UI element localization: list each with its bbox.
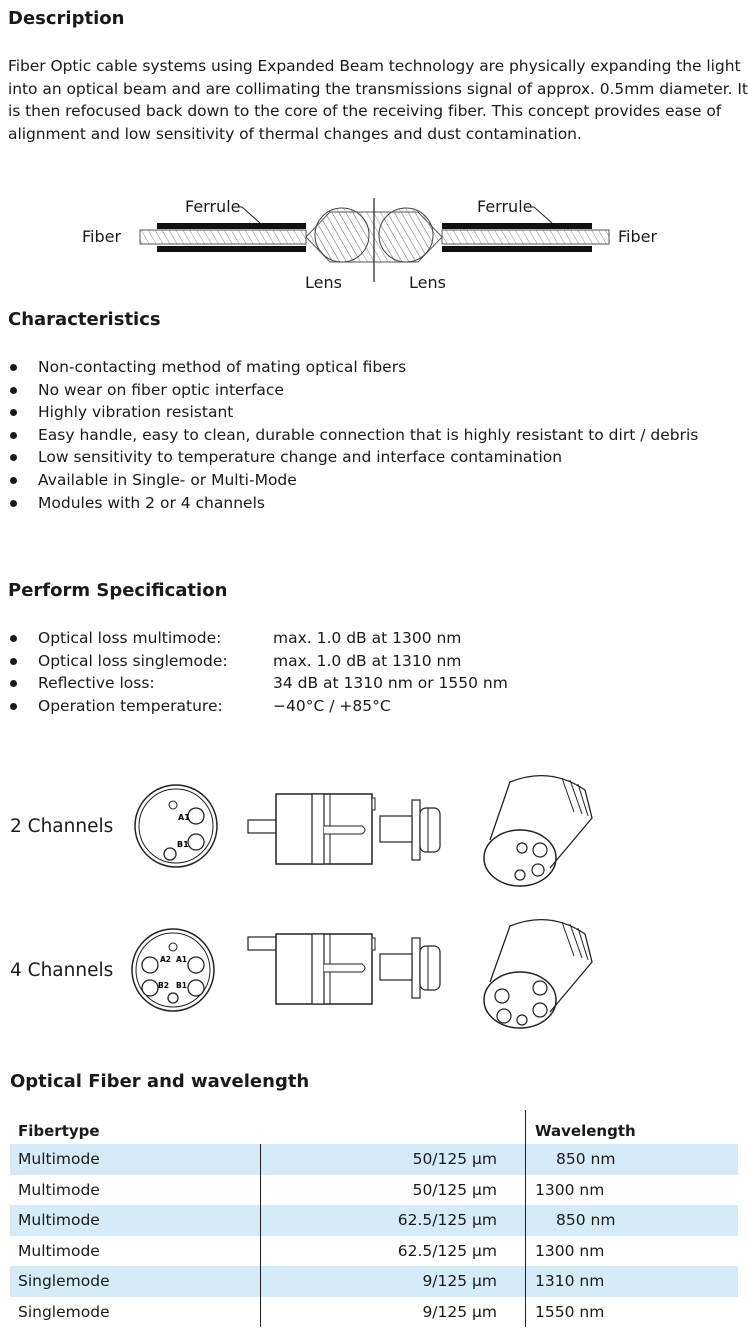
fiber-left-label: Fiber — [82, 227, 122, 246]
list-item: Low sensitivity to temperature change and interface contamination — [8, 446, 698, 469]
list-item: Available in Single- or Multi-Mode — [8, 469, 698, 492]
pin-a1-label: A1 — [178, 813, 190, 822]
pin-a2-label: A2 — [160, 955, 172, 964]
fiber-table-heading: Optical Fiber and wavelength — [10, 1071, 310, 1092]
four-channel-connector-drawings — [130, 912, 610, 1037]
ferrule-left-label: Ferrule — [185, 197, 241, 216]
spec-item: Reflective loss: 34 dB at 1310 nm or 1550 nm — [8, 672, 508, 695]
description-heading: Description — [8, 8, 125, 29]
characteristics-heading: Characteristics — [8, 309, 161, 330]
description-text: Fiber Optic cable systems using Expanded Beam technology are physically expanding the light into an optical beam and are collimating the transmissions signal of approx. 0.5mm diameter. It is then refocused back down to the core of the receiving fiber. This concept provides ease of alignment and low sensitivity of thermal changes and dust contamination. — [8, 57, 748, 143]
pin-a1-label: A1 — [176, 955, 188, 964]
list-item: Non-contacting method of mating optical fibers — [8, 356, 698, 379]
table-row: Singlemode 9/125 µm 1550 nm — [10, 1297, 738, 1328]
characteristics-list — [8, 356, 698, 514]
fiber-wavelength-table — [10, 1110, 738, 1327]
list-item: Highly vibration resistant — [8, 401, 698, 424]
specification-list — [8, 627, 508, 717]
two-channel-drawings — [130, 768, 610, 893]
four-channel-drawings — [130, 912, 610, 1037]
table-row: Singlemode 9/125 µm 1310 nm — [10, 1266, 738, 1297]
expanded-beam-diagram — [0, 190, 748, 300]
fibertype-header: Fibertype — [18, 1122, 100, 1140]
two-channel-connector-drawings — [130, 768, 610, 893]
spec-item: Optical loss multimode: max. 1.0 dB at 1300 nm — [8, 627, 508, 650]
spec-item: Optical loss singlemode: max. 1.0 dB at 1310 nm — [8, 650, 508, 673]
lens-left-label: Lens — [305, 273, 342, 292]
lens-right-label: Lens — [409, 273, 446, 292]
pin-b1-label: B1 — [176, 981, 187, 990]
spec-item: Operation temperature: −40°C / +85°C — [8, 695, 508, 718]
pin-b2-label: B2 — [158, 981, 169, 990]
specification-heading: Perform Specification — [8, 580, 228, 601]
fiber-right-label: Fiber — [618, 227, 658, 246]
table-row: Multimode 62.5/125 µm 850 nm — [10, 1205, 738, 1236]
pin-b1-label: B1 — [177, 840, 189, 849]
two-channels-label: 2 Channels — [10, 816, 114, 837]
list-item: Easy handle, easy to clean, durable connection that is highly resistant to dirt / debris — [8, 424, 698, 447]
table-row: Multimode 62.5/125 µm 1300 nm — [10, 1236, 738, 1267]
table-row: Multimode 50/125 µm 850 nm — [10, 1144, 738, 1175]
list-item: No wear on fiber optic interface — [8, 379, 698, 402]
table-row: Multimode 50/125 µm 1300 nm — [10, 1175, 738, 1206]
list-item: Modules with 2 or 4 channels — [8, 492, 698, 515]
wavelength-header: Wavelength — [535, 1122, 636, 1140]
four-channels-label: 4 Channels — [10, 960, 114, 981]
ferrule-right-label: Ferrule — [477, 197, 533, 216]
table-header-row — [10, 1110, 738, 1144]
core-header — [261, 1110, 526, 1144]
